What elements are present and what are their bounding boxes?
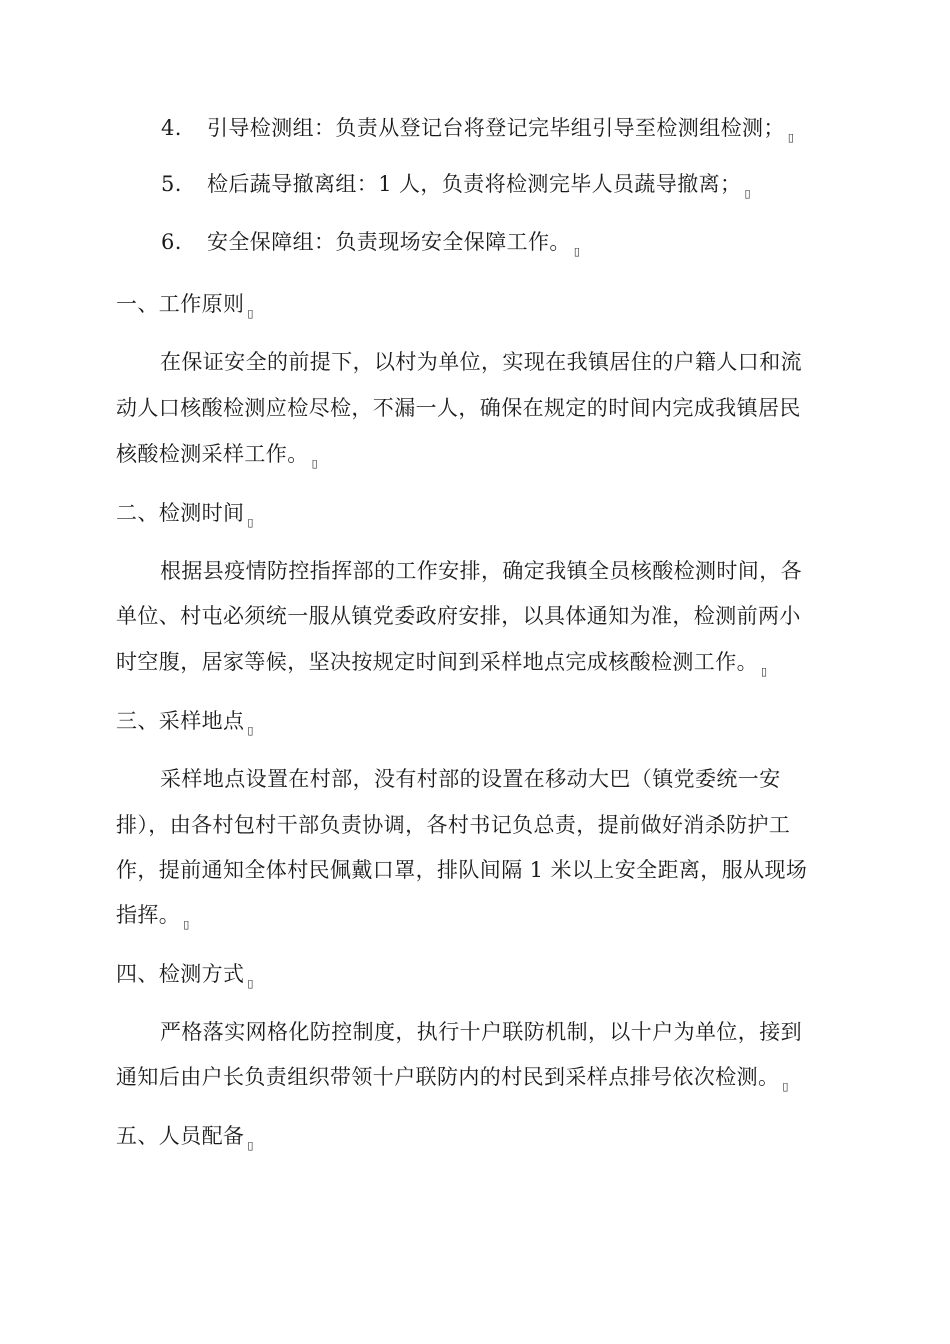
paragraph-line: 作，提前通知全体村民佩戴口罩，排队间隔 1 米以上安全距离，服从现场 xyxy=(116,858,808,882)
list-item-number: 5. xyxy=(161,172,182,196)
list-item-text: 安全保障组：负责现场安全保障工作。 xyxy=(207,230,571,254)
list-item-number: 4. xyxy=(161,116,182,140)
section-heading: 二、检测时间 ▯ xyxy=(116,501,254,529)
list-item-number: 6. xyxy=(161,230,182,254)
paragraph-line: 根据县疫情防控指挥部的工作安排，确定我镇全员核酸检测时间，各 xyxy=(160,559,802,583)
paragraph-line: 通知后由户长负责组织带领十户联防内的村民到采样点排号依次检测。 ▯ xyxy=(116,1065,789,1093)
paragraph-line: 采样地点设置在村部，没有村部的设置在移动大巴（镇党委统一安 xyxy=(160,767,781,791)
paragraph-mark-icon: ▯ xyxy=(247,1139,254,1152)
paragraph-line: 严格落实网格化防控制度，执行十户联防机制，以十户为单位，接到 xyxy=(160,1020,802,1044)
list-item-text: 检后蔬导撤离组：1 人，负责将检测完毕人员蔬导撤离； xyxy=(207,172,742,196)
paragraph-line: 动人口核酸检测应检尽检，不漏一人，确保在规定的时间内完成我镇居民 xyxy=(116,396,801,420)
paragraph-mark-icon: ▯ xyxy=(247,977,254,990)
paragraph-mark-icon: ▯ xyxy=(183,918,190,931)
paragraph-mark-icon: ▯ xyxy=(247,724,254,737)
paragraph-line: 排），由各村包村干部负责协调，各村书记负总责，提前做好消杀防护工 xyxy=(116,813,791,837)
paragraph-mark-icon: ▯ xyxy=(311,457,319,470)
paragraph-mark-icon: ▯ xyxy=(787,131,795,144)
section-heading: 五、人员配备 ▯ xyxy=(116,1124,254,1152)
paragraph-line: 时空腹，居家等候，坚决按规定时间到采样地点完成核酸检测工作。 ▯ xyxy=(116,650,768,678)
paragraph-mark-icon: ▯ xyxy=(247,516,254,529)
section-heading: 四、检测方式 ▯ xyxy=(116,962,254,990)
paragraph-line: 指挥。 ▯ xyxy=(116,903,190,931)
paragraph-line: 核酸检测采样工作。 ▯ xyxy=(116,442,319,470)
section-heading: 三、采样地点 ▯ xyxy=(116,709,254,737)
paragraph-line: 在保证安全的前提下，以村为单位，实现在我镇居住的户籍人口和流 xyxy=(160,350,802,374)
paragraph-mark-icon: ▯ xyxy=(247,307,254,320)
section-heading: 一、工作原则 ▯ xyxy=(116,292,254,320)
paragraph-mark-icon: ▯ xyxy=(761,665,768,678)
paragraph-mark-icon: ▯ xyxy=(744,187,751,200)
list-item-text: 引导检测组：负责从登记台将登记完毕组引导至检测组检测； xyxy=(207,116,785,140)
paragraph-line: 单位、村屯必须统一服从镇党委政府安排，以具体通知为准，检测前两小 xyxy=(116,604,801,628)
paragraph-mark-icon: ▯ xyxy=(782,1080,789,1093)
paragraph-mark-icon: ▯ xyxy=(573,245,581,258)
